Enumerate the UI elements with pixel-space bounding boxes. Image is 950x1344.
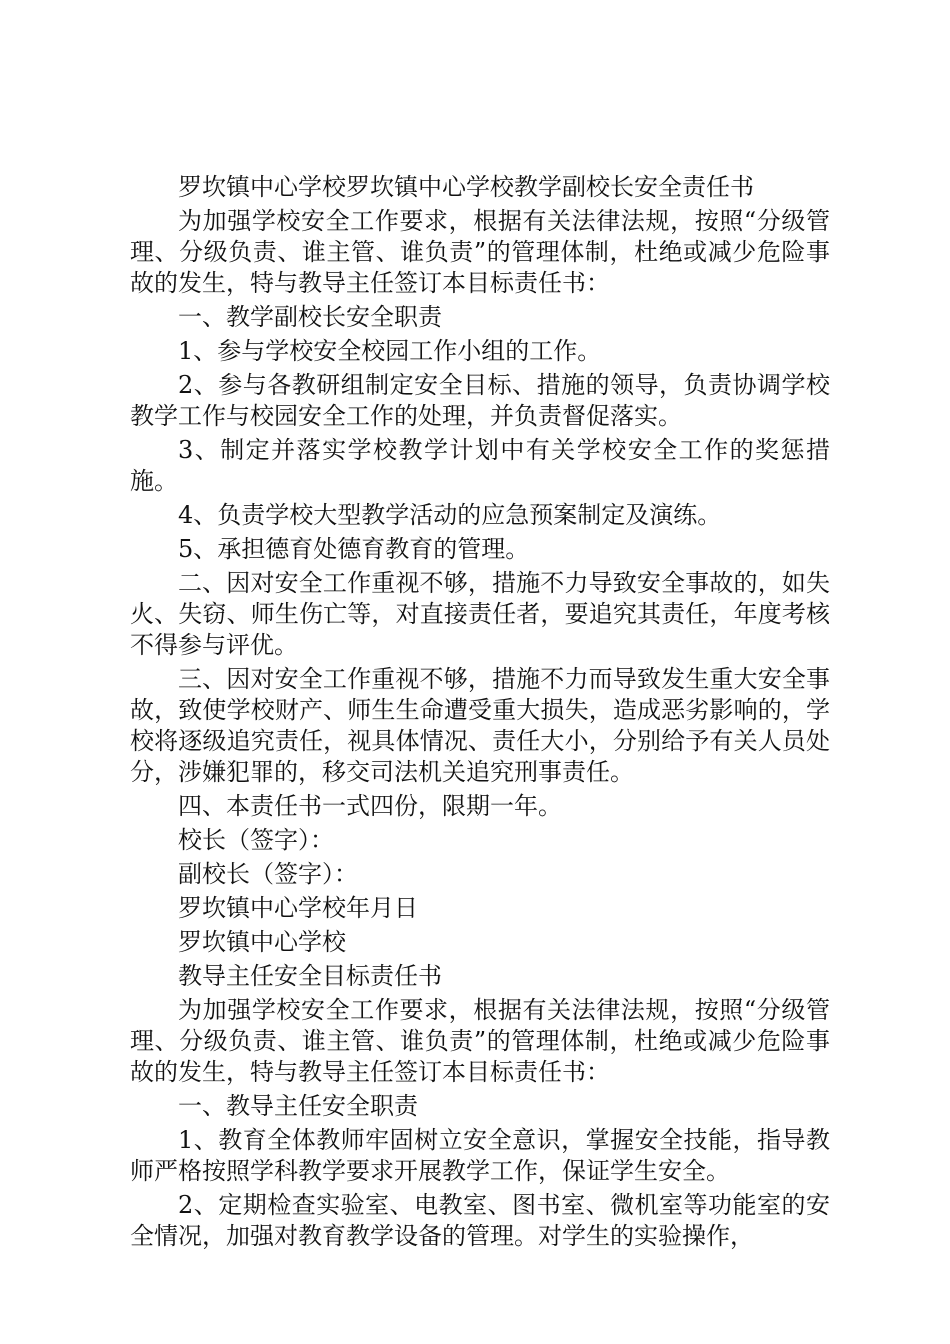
- duty-item: 4、负责学校大型教学活动的应急预案制定及演练。: [178, 501, 722, 529]
- intro-paragraph: 为加强学校安全工作要求，根据有关法律法规，按照“分级管理、分级负责、谁主管、谁负责”的管理体制，杜绝或减少危险事故的发生，特与教导主任签订本目标责任书：: [130, 207, 830, 297]
- signature-line: 副校长（签字）：: [178, 860, 358, 888]
- duty-item: 1、参与学校安全校园工作小组的工作。: [178, 337, 602, 365]
- duty-item: 5、承担德育处德育教育的管理。: [178, 535, 530, 563]
- section-heading: 一、教学副校长安全职责: [178, 303, 442, 331]
- duty-item: 1、教育全体教师牢固树立安全意识，掌握安全技能，指导教师严格按照学科教学要求开展教学工作，保证学生安全。: [130, 1126, 830, 1185]
- date-line: 罗坎镇中心学校年月日: [178, 894, 418, 922]
- clause-paragraph: 二、因对安全工作重视不够，措施不力导致安全事故的，如失火、失窃、师生伤亡等，对直接责任者，要追究其责任，年度考核不得参与评优。: [130, 569, 830, 659]
- document-title: 罗坎镇中心学校罗坎镇中心学校教学副校长安全责任书: [178, 173, 754, 201]
- duty-item: 2、参与各教研组制定安全目标、措施的领导，负责协调学校教学工作与校园安全工作的处理，并负责督促落实。: [130, 371, 830, 430]
- duty-item: 3、制定并落实学校教学计划中有关学校安全工作的奖惩措施。: [130, 436, 830, 495]
- section-heading: 一、教导主任安全职责: [178, 1092, 418, 1120]
- second-title: 教导主任安全目标责任书: [178, 962, 442, 990]
- document-body: [130, 172, 830, 1255]
- signature-line: 校长（签字）：: [178, 826, 334, 854]
- duty-item: 2、定期检查实验室、电教室、图书室、微机室等功能室的安全情况，加强对教育教学设备的管理。对学生的实验操作，: [130, 1191, 830, 1250]
- intro-paragraph: 为加强学校安全工作要求，根据有关法律法规，按照“分级管理、分级负责、谁主管、谁负责”的管理体制，杜绝或减少危险事故的发生，特与教导主任签订本目标责任书：: [130, 996, 830, 1086]
- clause-paragraph: 四、本责任书一式四份，限期一年。: [178, 792, 562, 820]
- clause-paragraph: 三、因对安全工作重视不够，措施不力而导致发生重大安全事故，致使学校财产、师生生命遭受重大损失，造成恶劣影响的，学校将逐级追究责任，视具体情况、责任大小，分别给予有关人员处分，涉嫌犯罪的，移交司法机关追究刑事责任。: [130, 665, 830, 786]
- school-name: 罗坎镇中心学校: [178, 928, 346, 956]
